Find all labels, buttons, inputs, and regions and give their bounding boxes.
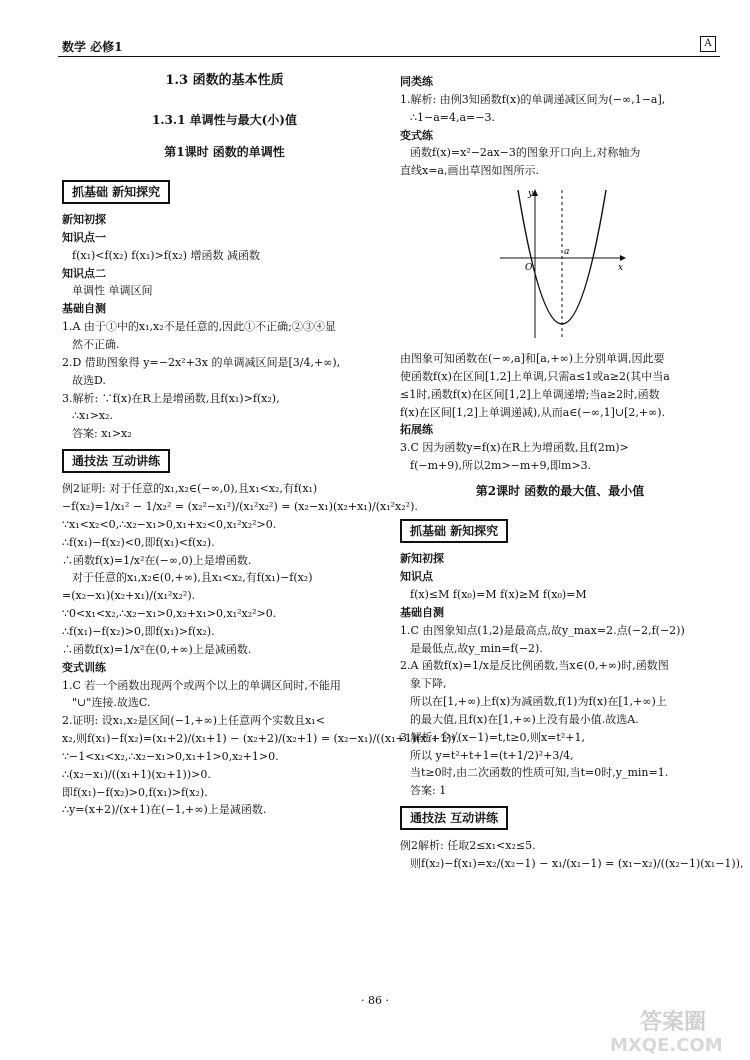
- example-line-1: 例2证明: 对于任意的x₁,x₂∈(−∞,0),且x₁<x₂,有f(x₁): [62, 482, 318, 496]
- variant-2: 2.证明: 设x₁,x₂是区间(−1,+∞)上任意两个实数且x₁<: [62, 714, 325, 728]
- example-line-7: =(x₂−x₁)(x₂+x₁)/(x₁²x₂²).: [62, 589, 196, 603]
- watermark-logo: 答案圈: [640, 1010, 707, 1035]
- basic-3-b: 所以 y=t²+t+1=(t+1/2)²+3/4,: [410, 748, 574, 762]
- basic-2-d: 的最大值,且f(x)在[1,+∞)上没有最小值.故选A.: [410, 712, 639, 726]
- graph-x-label: x: [618, 263, 624, 274]
- example-line-3: ∵x₁<x₂<0,∴x₂−x₁>0,x₁+x₂<0,x₁²x₂²>0.: [62, 517, 277, 531]
- subheading-variant-practice: 变式练: [400, 128, 433, 142]
- knowledge-point-1: 知识点一: [62, 230, 106, 244]
- same-1-cont: ∴1−a=4,a=−3.: [410, 110, 495, 124]
- lesson-title: 第1课时 函数的单调性: [164, 144, 285, 159]
- subheading-variant: 变式训练: [62, 660, 106, 674]
- section-bar-basics-2: 抓基础 新知探究: [400, 519, 508, 543]
- watermark-url: MXQE.COM: [610, 1035, 723, 1056]
- example-line-4: ∴f(x₁)−f(x₂)<0,即f(x₁)<f(x₂).: [62, 535, 215, 549]
- graph-origin-label: O: [525, 263, 533, 274]
- knowledge-point: 知识点: [400, 570, 433, 584]
- same-1: 1.解析: 由例3知函数f(x)的单调递减区间为(−∞,1−a],: [400, 92, 666, 106]
- header-title: 数学 必修1: [62, 40, 123, 54]
- subheading-basic-2: 基础自测: [400, 605, 444, 619]
- variant-2-d: ∴(x₂−x₁)/((x₁+1)(x₂+1))>0.: [62, 767, 211, 781]
- basic-3-answer: 答案: 1: [410, 784, 447, 798]
- graph-a-label: a: [564, 247, 570, 258]
- edition-box: A: [700, 36, 716, 52]
- page-number: · 86 ·: [361, 994, 389, 1007]
- section-bar-skills-2: 通技法 互动讲练: [400, 806, 508, 830]
- graph-y-label: y: [528, 189, 534, 200]
- variant-1-cont: "∪"连接.故选C.: [72, 696, 151, 710]
- answer-2: 2.D 借助图象得 y=−2x²+3x 的单调减区间是[3/4,+∞),: [62, 355, 341, 369]
- variant-2-f: ∴y=(x+2)/(x+1)在(−1,+∞)上是减函数.: [62, 803, 267, 817]
- kp-text: f(x)≤M f(x₀)=M f(x)≥M f(x₀)=M: [410, 588, 587, 602]
- right-column: [400, 72, 744, 875]
- graph-explain-2: 使函数f(x)在区间[1,2]上单调,只需a≤1或a≥2(其中当a: [400, 369, 670, 383]
- basic-2-b: 象下降,: [410, 677, 447, 691]
- example-line-2: −f(x₂)=1/x₁² − 1/x₂² = (x₂²−x₁²)/(x₁²x₂²) = (x₂−x₁)(x₂+x₁)/(x₁²x₂²).: [62, 500, 418, 514]
- variant-1: 1.C 若一个函数出现两个或两个以上的单调区间时,不能用: [62, 678, 341, 692]
- kp1-text: f(x₁)<f(x₂) f(x₁)>f(x₂) 增函数 减函数: [72, 248, 260, 262]
- subheading-extension: 拓展练: [400, 423, 433, 437]
- graph-explain-3: ≤1时,函数f(x)在区间[1,2]上单调递增;当a≥2时,函数: [400, 387, 660, 401]
- example-line-10: ∴函数f(x)=1/x²在(0,+∞)上是减函数.: [62, 642, 252, 656]
- lesson-2-title: 第2课时 函数的最大值、最小值: [475, 483, 645, 498]
- example-line-6: 对于任意的x₁,x₂∈(0,+∞),且x₁<x₂,有f(x₁)−f(x₂): [72, 571, 313, 585]
- variant-2-c: ∵−1<x₁<x₂,∴x₂−x₁>0,x₁+1>0,x₂+1>0.: [62, 749, 279, 763]
- basic-2: 2.A 函数f(x)=1/x是反比例函数,当x∈(0,+∞)时,函数图: [400, 659, 669, 673]
- example-2-2: 则f(x₂)−f(x₁)=x₂/(x₂−1) − x₁/(x₁−1) = (x₁−x₂)/((x₂−1)(x₁−1)),: [410, 857, 744, 871]
- extension-1-cont: f(−m+9),所以2m>−m+9,即m>3.: [410, 459, 592, 473]
- basic-1-cont: 是最低点,故y_min=f(−2).: [410, 641, 543, 655]
- answer-3-cont: ∴x₁>x₂.: [72, 409, 113, 423]
- variant-practice-1: 函数f(x)=x²−2ax−3的图象开口向上,对称轴为: [410, 146, 641, 160]
- subheading-same: 同类练: [400, 75, 433, 88]
- extension-1: 3.C 因为函数y=f(x)在R上为增函数,且f(2m)>: [400, 441, 629, 455]
- answer-3: 3.解析: ∵f(x)在R上是增函数,且f(x₁)>f(x₂),: [62, 391, 280, 405]
- answer-1: 1.A 由于①中的x₁,x₂不是任意的,因此①不正确;②③④显: [62, 320, 336, 334]
- subheading-new: 新知初探: [62, 213, 106, 227]
- basic-3-c: 当t≥0时,由二次函数的性质可知,当t=0时,y_min=1.: [410, 766, 669, 780]
- kp2-text: 单调性 单调区间: [72, 284, 153, 298]
- parabola-graph: [500, 188, 630, 338]
- subheading-basic: 基础自测: [62, 302, 106, 316]
- basic-2-c: 所以在[1,+∞)上f(x)为减函数,f(1)为f(x)在[1,+∞)上: [410, 695, 667, 709]
- example-line-9: ∴f(x₁)−f(x₂)>0,即f(x₁)>f(x₂).: [62, 625, 215, 639]
- example-line-8: ∵0<x₁<x₂,∴x₂−x₁>0,x₂+x₁>0,x₁²x₂²>0.: [62, 607, 277, 621]
- answer-3-result: 答案: x₁>x₂: [72, 427, 132, 441]
- basic-1: 1.C 由图象知点(1,2)是最高点,故y_max=2.点(−2,f(−2)): [400, 623, 685, 637]
- graph-explain-1: 由图象可知函数在(−∞,a]和[a,+∞)上分别单调,因此要: [400, 352, 665, 366]
- section-bar-basics: 抓基础 新知探究: [62, 180, 170, 204]
- graph-explain-4: f(x)在区间[1,2]上单调递减),从而a∈(−∞,1]∪[2,+∞).: [400, 405, 666, 419]
- section-title: 1.3 函数的基本性质: [165, 73, 284, 88]
- variant-2-e: 即f(x₁)−f(x₂)>0,f(x₁)>f(x₂).: [62, 785, 208, 799]
- subsection-title: 1.3.1 单调性与最大(小)值: [152, 112, 297, 127]
- section-bar-skills: 通技法 互动讲练: [62, 449, 170, 473]
- basic-3: 3.解析: 令√(x−1)=t,t≥0,则x=t²+1,: [400, 730, 585, 744]
- answer-2-cont: 故选D.: [72, 373, 106, 387]
- subheading-new-2: 新知初探: [400, 552, 444, 566]
- header-rule: [58, 56, 720, 57]
- example-line-5: ∴函数f(x)=1/x²在(−∞,0)上是增函数.: [62, 553, 252, 567]
- variant-practice-1-cont: 直线x=a,画出草图如图所示.: [400, 164, 539, 178]
- knowledge-point-2: 知识点二: [62, 266, 106, 280]
- variant-2-b: x₂,则f(x₁)−f(x₂)=(x₁+2)/(x₁+1) − (x₂+2)/(x₂+1) = (x₂−x₁)/((x₁+1)(x₂+1)).: [62, 732, 460, 746]
- example-2-1: 例2解析: 任取2≤x₁<x₂≤5.: [400, 839, 536, 853]
- answer-1-cont: 然不正确.: [72, 338, 120, 352]
